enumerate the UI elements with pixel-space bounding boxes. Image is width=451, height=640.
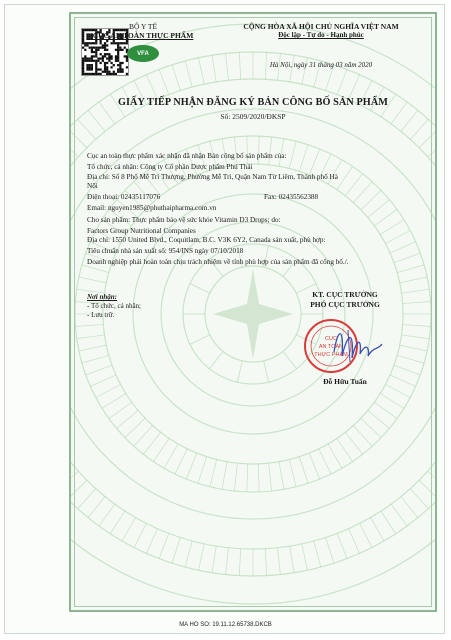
signatory-line-2: PHÓ CỤC TRƯỞNG: [310, 299, 380, 309]
drum-tick: [96, 384, 121, 397]
drum-ray: [190, 284, 210, 294]
qr-module: [110, 42, 112, 44]
drum-tick: [380, 393, 404, 408]
qr-module: [104, 42, 106, 44]
qr-module: [104, 66, 106, 68]
drum-tick: [371, 518, 385, 541]
qr-module: [104, 53, 106, 55]
qr-module: [95, 55, 97, 57]
qr-module: [97, 73, 99, 75]
drum-tick: [349, 529, 360, 554]
qr-module: [95, 42, 97, 44]
qr-module: [117, 60, 119, 62]
drum-tick: [153, 438, 169, 461]
signer-name: Đỗ Hữu Tuấn: [323, 377, 367, 386]
qr-module: [106, 57, 108, 59]
qr-module: [117, 49, 119, 51]
qr-module: [95, 64, 97, 66]
qr-module: [110, 57, 112, 59]
qr-module: [95, 62, 97, 64]
qr-module: [93, 42, 95, 44]
qr-module: [91, 64, 93, 66]
drum-tick: [302, 544, 308, 570]
qr-module: [115, 73, 117, 75]
drum-tick: [290, 546, 294, 573]
qr-module: [86, 68, 88, 70]
drum-tick: [400, 277, 427, 283]
fax-line: Fax: 02435562388: [264, 193, 319, 202]
drum-tick: [289, 460, 296, 487]
qr-module: [84, 60, 86, 62]
qr-module: [119, 49, 121, 51]
drum-tick: [234, 463, 237, 491]
qr-module: [89, 68, 91, 70]
drum-tick: [86, 365, 112, 375]
drum-tick: [172, 65, 180, 91]
qr-module: [104, 68, 106, 70]
dossier-code: MA HO SO: 19.11.12.65738.DKCB: [179, 622, 272, 628]
drum-tick: [146, 529, 157, 554]
qr-module: [104, 44, 106, 46]
qr-module: [110, 66, 112, 68]
manufacturer-line: Factors Group Nutritional Companies: [87, 226, 196, 235]
drum-tick: [403, 324, 431, 326]
qr-module: [95, 51, 97, 53]
qr-module: [121, 62, 123, 64]
qr-module: [89, 47, 91, 49]
stamp-text: THỰC PHẨM: [314, 352, 348, 358]
drum-tick: [394, 365, 420, 375]
qr-module: [95, 66, 97, 68]
qr-module: [97, 49, 99, 51]
drum-tick: [360, 523, 372, 547]
qr-module: [93, 73, 95, 75]
drum-tick: [419, 480, 435, 499]
drum-tick: [374, 402, 397, 418]
qr-module: [95, 71, 97, 73]
qr-module: [82, 66, 84, 68]
qr-module: [119, 66, 121, 68]
drum-tick: [146, 75, 157, 100]
drum-tick: [314, 541, 321, 567]
drum-tick: [125, 418, 145, 437]
drum-tick: [428, 471, 435, 489]
qr-module: [115, 55, 117, 57]
qr-module: [91, 66, 93, 68]
drum-tick: [381, 511, 396, 534]
drum-tick: [186, 453, 196, 479]
qr-module: [89, 60, 91, 62]
qr-module: [95, 47, 97, 49]
qr-module: [95, 40, 97, 42]
qr-module: [106, 73, 108, 75]
qr-module: [82, 64, 84, 66]
qr-module: [108, 60, 110, 62]
qr-module: [121, 68, 123, 70]
drum-tick: [198, 457, 207, 484]
drum-tick: [159, 533, 169, 558]
issue-date: Hà Nội, ngày 31 tháng 03 năm 2020: [269, 61, 373, 69]
qr-module: [119, 42, 121, 44]
qr-module: [95, 60, 97, 62]
qr-module: [86, 57, 88, 59]
drum-tick: [226, 548, 229, 575]
qr-module: [100, 57, 102, 59]
qr-module: [91, 55, 93, 57]
qr-module: [100, 40, 102, 42]
drum-tick: [385, 384, 410, 397]
drum-tick: [353, 425, 372, 446]
drum-tick: [319, 449, 331, 474]
qr-module: [119, 71, 121, 73]
responsibility-note: Doanh nghiệp phải hoàn toàn chịu trách nhiệm về tính phù hợp của sản phẩm đã công bố./.: [87, 258, 349, 267]
drum-tick: [78, 119, 96, 139]
qr-module: [97, 47, 99, 49]
qr-module: [91, 49, 93, 51]
qr-module: [115, 57, 117, 59]
qr-module: [95, 49, 97, 51]
drum-tick: [402, 335, 430, 339]
qr-module: [126, 57, 128, 59]
qr-module: [117, 55, 119, 57]
qr-module: [110, 55, 112, 57]
drum-tick: [77, 335, 105, 339]
drum-ray: [190, 335, 210, 345]
qr-module: [91, 51, 93, 53]
drum-tick: [410, 119, 428, 139]
qr-module: [95, 68, 97, 70]
qr-module: [121, 71, 123, 73]
recipients-title: Nơi nhận:: [87, 293, 118, 301]
department-name: CỤC AN TOÀN THỰC PHẨM: [92, 31, 194, 40]
drum-tick: [309, 453, 319, 479]
qr-module: [93, 47, 95, 49]
drum-tick: [175, 449, 187, 474]
drum-tick: [75, 324, 103, 326]
drum-tick: [428, 139, 435, 157]
qr-module: [91, 60, 93, 62]
drum-tick: [349, 75, 360, 100]
drum-tick: [326, 537, 334, 563]
qr-module: [89, 64, 91, 66]
qr-module: [97, 68, 99, 70]
stamp-text: AN TOÀN: [318, 344, 344, 350]
drum-ray: [237, 361, 242, 382]
address-line-2: Nội: [87, 182, 98, 191]
qr-module: [86, 60, 88, 62]
issuer-header: [84, 22, 202, 40]
qr-module: [121, 42, 123, 44]
drum-tick: [397, 355, 424, 363]
qr-module: [119, 64, 121, 66]
drum-tick: [337, 438, 353, 461]
qr-module: [108, 57, 110, 59]
drum-tick: [117, 410, 138, 428]
qr-module: [86, 73, 88, 75]
qr-module: [89, 42, 91, 44]
qr-module: [113, 71, 115, 73]
document-body: [87, 152, 419, 268]
qr-module: [117, 53, 119, 55]
qr-module: [108, 73, 110, 75]
qr-module: [82, 42, 84, 44]
drum-tick: [122, 518, 136, 541]
qr-module: [106, 66, 108, 68]
national-header: [206, 22, 436, 40]
qr-module: [113, 73, 115, 75]
drum-tick: [258, 464, 259, 492]
qr-module: [102, 60, 104, 62]
qr-module: [89, 73, 91, 75]
qr-module: [117, 57, 119, 59]
qr-module: [108, 53, 110, 55]
qr-module: [84, 55, 86, 57]
qr-module: [89, 66, 91, 68]
drum-tick: [90, 375, 116, 386]
phone-line: Điện thoại: 02435117076: [87, 193, 161, 202]
drum-tick: [78, 489, 96, 509]
qr-module: [100, 62, 102, 64]
qr-module: [117, 71, 119, 73]
drum-tick: [345, 432, 362, 454]
qr-module: [91, 57, 93, 59]
drum-tick: [212, 546, 216, 573]
qr-module: [126, 40, 128, 42]
drum-tick: [410, 489, 428, 509]
qr-module: [102, 55, 104, 57]
drum-tick: [79, 345, 106, 351]
drum-tick: [134, 425, 153, 446]
vfa-logo-icon: VFA: [127, 45, 159, 62]
address-line-1: Địa chỉ: Số 8 Phố Mễ Trì Thượng, Phường Mễ Trì, Quận Nam Từ Liêm, Thành phố Hà: [87, 172, 338, 181]
qr-module: [84, 49, 86, 51]
qr-module: [91, 68, 93, 70]
organization-line: Tổ chức, cá nhân: Công ty Cổ phần Dược phẩm Phú Thái: [87, 163, 253, 172]
qr-module: [106, 49, 108, 51]
ministry-name: BỘ Y TẾ: [128, 22, 158, 31]
qr-module: [110, 73, 112, 75]
drum-tick: [222, 462, 227, 490]
country-name: CỘNG HÒA XÃ HỘI CHỦ NGHĨA VIỆT NAM: [243, 22, 399, 31]
drum-tick: [82, 355, 109, 363]
qr-module: [108, 55, 110, 57]
drum-tick: [159, 69, 169, 94]
qr-module: [86, 64, 88, 66]
qr-module: [86, 66, 88, 68]
recipient-item: - Lưu trữ.: [87, 311, 115, 319]
qr-module: [102, 57, 104, 59]
drum-tick: [299, 457, 308, 484]
drum-tick: [239, 549, 240, 576]
qr-module: [102, 44, 104, 46]
drum-tick: [199, 58, 205, 84]
qr-module: [82, 68, 84, 70]
signatory-line-1: KT. CỤC TRƯỞNG: [312, 290, 378, 299]
document-number: Số: 2509/2020/ĐKSP: [220, 112, 286, 121]
qr-module: [100, 53, 102, 55]
qr-module: [91, 47, 93, 49]
qr-module: [104, 47, 106, 49]
qr-module: [100, 42, 102, 44]
qr-module: [108, 71, 110, 73]
qr-module: [117, 44, 119, 46]
drum-tick: [361, 418, 381, 437]
drum-tick: [172, 537, 180, 563]
qr-module: [124, 42, 126, 44]
drum-tick: [391, 504, 407, 526]
qr-module: [104, 71, 106, 73]
qr-module: [113, 40, 115, 42]
drum-tick: [265, 549, 266, 576]
qr-module: [119, 47, 121, 49]
drum-tick: [337, 533, 347, 558]
qr-module: [113, 64, 115, 66]
qr-module: [113, 42, 115, 44]
standard-line: Tiêu chuẩn nhà sản xuất số: 954/INS ngày 07/10/2018: [87, 247, 244, 256]
contact-row: [87, 193, 419, 203]
manufacturer-address-line: Địa chỉ: 1550 United Blvd., Coquitlam, B.C. V3K 6Y2, Canada sản xuất, phù hợp:: [87, 236, 326, 245]
drum-tick: [185, 541, 192, 567]
qr-module: [97, 57, 99, 59]
qr-module: [82, 60, 84, 62]
drum-tick: [102, 393, 126, 408]
email-line: Email: nguyen1985@phuthaipharma.com.vn: [87, 204, 217, 213]
qr-module: [84, 57, 86, 59]
drum-tick: [185, 61, 192, 87]
drum-tick: [419, 129, 435, 148]
drum-tick: [400, 345, 427, 351]
signatory-title: [280, 290, 410, 309]
qr-module: [84, 44, 86, 46]
qr-module: [100, 73, 102, 75]
national-motto: Độc lập - Tự do - Hạnh phúc: [278, 31, 364, 39]
drum-tick: [71, 471, 78, 489]
drum-tick: [210, 460, 217, 487]
qr-module: [110, 62, 112, 64]
qr-module: [93, 55, 95, 57]
drum-tick: [279, 462, 284, 490]
qr-module: [82, 47, 84, 49]
qr-module: [93, 60, 95, 62]
recipients-block: [87, 293, 207, 320]
drum-tick: [278, 548, 281, 575]
qr-module: [82, 62, 84, 64]
qr-module: [82, 71, 84, 73]
drum-ray: [209, 352, 223, 369]
drum-tick: [269, 463, 272, 491]
drum-tick: [328, 444, 342, 468]
qr-module: [82, 40, 84, 42]
drum-tick: [110, 511, 125, 534]
qr-module: [106, 71, 108, 73]
drum-tick: [337, 69, 347, 94]
qr-module: [95, 53, 97, 55]
qr-module: [104, 49, 106, 51]
qr-module: [91, 42, 93, 44]
qr-module: [95, 73, 97, 75]
qr-module: [106, 53, 108, 55]
drum-tick: [71, 129, 87, 148]
qr-module: [126, 73, 128, 75]
qr-module: [106, 62, 108, 64]
qr-module: [104, 55, 106, 57]
drum-tick: [109, 402, 132, 418]
drum-tick: [134, 523, 146, 547]
qr-module: [84, 42, 86, 44]
handwritten-signature: [328, 322, 388, 367]
qr-module: [102, 71, 104, 73]
qr-module: [119, 62, 121, 64]
qr-module: [91, 73, 93, 75]
document-title: GIẤY TIẾP NHẬN ĐĂNG KÝ BẢN CÔNG BỐ SẢN PHẨM: [117, 97, 389, 108]
qr-module: [97, 60, 99, 62]
drum-tick: [99, 504, 115, 526]
qr-module: [93, 51, 95, 53]
intro-line: Cục an toàn thực phẩm xác nhận đã nhận Bản công bố sản phẩm của:: [87, 152, 287, 160]
qr-module: [102, 47, 104, 49]
qr-module: [106, 40, 108, 42]
qr-module: [86, 42, 88, 44]
drum-tick: [79, 277, 106, 283]
drum-tick: [401, 497, 418, 518]
qr-module: [82, 57, 84, 59]
stamp-text: CỤC: [325, 336, 337, 342]
drum-tick: [143, 432, 160, 454]
recipient-item: - Tổ chức, cá nhân;: [87, 302, 142, 310]
qr-module: [89, 57, 91, 59]
qr-module: [126, 42, 128, 44]
drum-ray: [264, 361, 269, 382]
drum-ray: [283, 352, 297, 369]
qr-module: [121, 49, 123, 51]
qr-module: [126, 60, 128, 62]
qr-module: [84, 73, 86, 75]
drum-tick: [88, 497, 105, 518]
drum-tick: [71, 480, 87, 499]
qr-module: [86, 44, 88, 46]
qr-module: [106, 68, 108, 70]
drum-tick: [368, 410, 389, 428]
qr-module: [117, 64, 119, 66]
qr-module: [82, 73, 84, 75]
qr-module: [115, 42, 117, 44]
qr-module: [106, 44, 108, 46]
qr-module: [104, 62, 106, 64]
qr-module: [124, 55, 126, 57]
qr-module: [117, 51, 119, 53]
qr-module: [117, 42, 119, 44]
qr-module: [119, 68, 121, 70]
drum-tick: [164, 444, 178, 468]
qr-module: [126, 66, 128, 68]
qr-module: [100, 47, 102, 49]
qr-module: [117, 47, 119, 49]
qr-module: [100, 68, 102, 70]
drum-tick: [71, 139, 78, 157]
qr-module: [117, 68, 119, 70]
product-line: Cho sản phẩm: Thực phẩm bảo vệ sức khỏe Vitamin D3 Drops; do:: [87, 215, 281, 224]
qr-module: [124, 47, 126, 49]
drum-tick: [199, 544, 205, 570]
qr-module: [115, 60, 117, 62]
qr-module: [104, 64, 106, 66]
qr-module: [115, 49, 117, 51]
drum-tick: [247, 464, 248, 492]
